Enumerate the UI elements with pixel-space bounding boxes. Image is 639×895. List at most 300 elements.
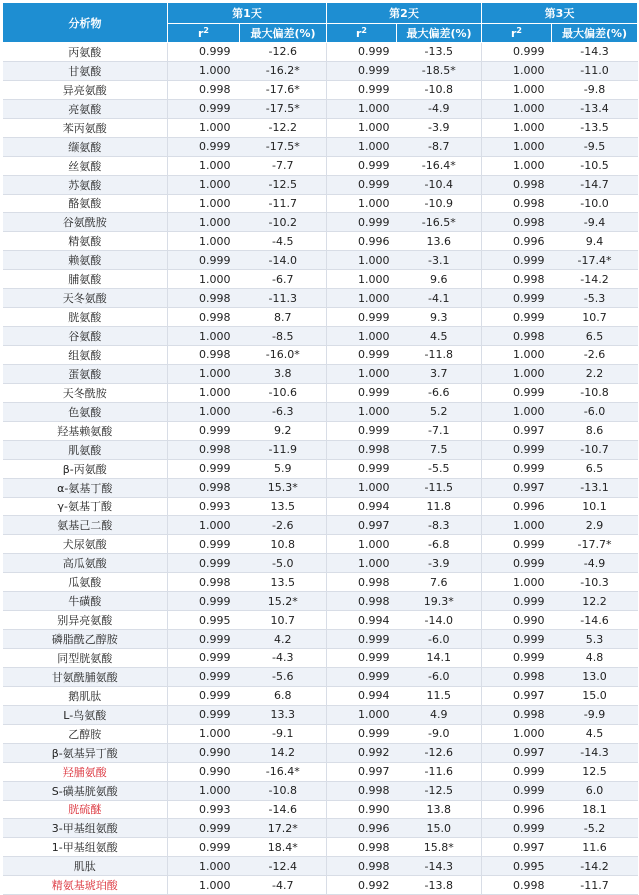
day-1-deviation-cell: -12.6 — [240, 43, 327, 62]
day-1-r2-cell: 0.998 — [168, 308, 240, 327]
day-2-deviation-cell: 11.5 — [397, 686, 482, 705]
r2-superscript: 2 — [361, 26, 367, 35]
day-2-deviation-cell: -18.5* — [397, 61, 482, 80]
day-1-deviation-cell: 4.2 — [240, 630, 327, 649]
day-1-deviation-cell: -4.7 — [240, 876, 327, 895]
day-3-r2-cell: 1.000 — [482, 516, 552, 535]
day-3-r2-cell: 0.996 — [482, 232, 552, 251]
day-2-r2-cell: 0.998 — [327, 838, 397, 857]
day-3-deviation-cell: -5.2 — [552, 819, 638, 838]
day-3-deviation-cell: -9.9 — [552, 705, 638, 724]
day-3-r2-cell: 0.999 — [482, 554, 552, 573]
analyte-cell: 甘氨酸 — [3, 61, 168, 80]
day-2-r2-cell: 0.996 — [327, 232, 397, 251]
day-3-r2-cell: 0.998 — [482, 327, 552, 346]
table-row — [3, 327, 638, 346]
analyte-cell: 丝氨酸 — [3, 156, 168, 175]
day-1-r2-cell: 0.999 — [168, 535, 240, 554]
day-3-deviation-cell: 8.6 — [552, 421, 638, 440]
day-3-r2-cell: 0.997 — [482, 686, 552, 705]
table-row — [3, 232, 638, 251]
day-2-r2-cell: 0.998 — [327, 440, 397, 459]
day-1-r2-cell: 1.000 — [168, 213, 240, 232]
day-3-deviation-cell: -10.0 — [552, 194, 638, 213]
day-3-deviation-cell: -9.8 — [552, 80, 638, 99]
day-2-deviation-cell: -10.4 — [397, 175, 482, 194]
analyte-cell: 谷氨酰胺 — [3, 213, 168, 232]
day-2-deviation-cell: -6.8 — [397, 535, 482, 554]
day-2-deviation-cell: -8.7 — [397, 137, 482, 156]
day-2-r2-cell: 0.999 — [327, 43, 397, 62]
day-2-r2-cell: 0.999 — [327, 213, 397, 232]
analyte-cell: 酪氨酸 — [3, 194, 168, 213]
analyte-cell: 1-甲基组氨酸 — [3, 838, 168, 857]
day-2-deviation-cell: -13.8 — [397, 876, 482, 895]
table-row — [3, 137, 638, 156]
day-1-r2-cell: 0.999 — [168, 99, 240, 118]
day-2-r2-cell: 1.000 — [327, 402, 397, 421]
day-1-deviation-cell: 13.5 — [240, 573, 327, 592]
day-3-r2-cell: 1.000 — [482, 137, 552, 156]
day-1-r2-cell: 0.998 — [168, 440, 240, 459]
day-3-r2-cell: 1.000 — [482, 573, 552, 592]
day-2-deviation-cell: -7.1 — [397, 421, 482, 440]
day-2-deviation-cell: -10.8 — [397, 80, 482, 99]
day-2-deviation-cell: 4.5 — [397, 327, 482, 346]
day-1-deviation-cell: -12.5 — [240, 175, 327, 194]
analyte-cell: 乙醇胺 — [3, 724, 168, 743]
day-2-deviation-cell: -8.3 — [397, 516, 482, 535]
day-3-r2-cell: 1.000 — [482, 346, 552, 365]
day-2-deviation-cell: -3.9 — [397, 554, 482, 573]
day-3-r2-cell: 0.998 — [482, 194, 552, 213]
table-row — [3, 781, 638, 800]
day-2-deviation-cell: 14.1 — [397, 649, 482, 668]
analyte-cell: 胱硫醚 — [3, 800, 168, 819]
day-1-r2-cell: 0.999 — [168, 459, 240, 478]
day-1-deviation-cell: -6.3 — [240, 402, 327, 421]
analyte-cell: 甘氨酰脯氨酸 — [3, 667, 168, 686]
day-3-r2-cell: 0.999 — [482, 781, 552, 800]
day-1-r2-cell: 0.999 — [168, 592, 240, 611]
day-1-r2-cell: 0.999 — [168, 251, 240, 270]
day-3-r2-cell: 0.995 — [482, 857, 552, 876]
day-1-r2-cell: 0.998 — [168, 289, 240, 308]
day-2-deviation-cell: -5.5 — [397, 459, 482, 478]
day-3-deviation-cell: -6.0 — [552, 402, 638, 421]
day-2-deviation-cell: -11.5 — [397, 478, 482, 497]
day-3-header: 第3天 — [482, 3, 638, 24]
day-3-deviation-cell: -11.0 — [552, 61, 638, 80]
day-1-r2-cell: 0.999 — [168, 819, 240, 838]
day-3-r2-cell: 0.999 — [482, 592, 552, 611]
table-row — [3, 61, 638, 80]
table-row — [3, 440, 638, 459]
day-3-deviation-cell: 4.8 — [552, 649, 638, 668]
day-2-deviation-cell: 15.0 — [397, 819, 482, 838]
day-1-deviation-cell: -6.7 — [240, 270, 327, 289]
day-3-r2-cell: 1.000 — [482, 724, 552, 743]
day-1-deviation-cell: -16.0* — [240, 346, 327, 365]
day-3-deviation-cell: 15.0 — [552, 686, 638, 705]
table-row — [3, 80, 638, 99]
day-1-deviation-cell: -7.7 — [240, 156, 327, 175]
table-row — [3, 497, 638, 516]
day-3-deviation-cell: 18.1 — [552, 800, 638, 819]
day-1-r2-cell: 0.995 — [168, 611, 240, 630]
day-3-r2-cell: 0.998 — [482, 876, 552, 895]
day-3-deviation-cell: 2.9 — [552, 516, 638, 535]
data-table — [2, 2, 638, 895]
r2-header — [327, 24, 397, 43]
day-1-r2-cell: 0.999 — [168, 649, 240, 668]
day-2-r2-cell: 0.999 — [327, 383, 397, 402]
day-1-deviation-cell: -2.6 — [240, 516, 327, 535]
day-3-deviation-cell: 10.1 — [552, 497, 638, 516]
day-1-deviation-cell: 3.8 — [240, 364, 327, 383]
day-1-deviation-cell: -4.5 — [240, 232, 327, 251]
day-2-r2-cell: 0.999 — [327, 156, 397, 175]
day-1-deviation-cell: 8.7 — [240, 308, 327, 327]
day-3-deviation-cell: -10.8 — [552, 383, 638, 402]
day-1-r2-cell: 1.000 — [168, 118, 240, 137]
day-3-deviation-cell: 6.5 — [552, 459, 638, 478]
day-3-deviation-cell: 11.6 — [552, 838, 638, 857]
day-1-deviation-cell: 9.2 — [240, 421, 327, 440]
analyte-cell: 色氨酸 — [3, 402, 168, 421]
r2-label: r — [510, 27, 517, 40]
day-2-deviation-cell: -14.3 — [397, 857, 482, 876]
day-1-r2-cell: 1.000 — [168, 156, 240, 175]
analyte-cell: α-氨基丁酸 — [3, 478, 168, 497]
day-2-r2-cell: 0.994 — [327, 686, 397, 705]
day-3-r2-cell: 0.999 — [482, 630, 552, 649]
analyte-cell: 组氨酸 — [3, 346, 168, 365]
day-2-r2-cell: 1.000 — [327, 364, 397, 383]
day-3-deviation-cell: -17.4* — [552, 251, 638, 270]
day-1-r2-cell: 0.999 — [168, 686, 240, 705]
day-1-r2-cell: 1.000 — [168, 270, 240, 289]
analyte-cell: 蛋氨酸 — [3, 364, 168, 383]
day-2-r2-cell: 0.999 — [327, 346, 397, 365]
day-3-deviation-cell: 6.0 — [552, 781, 638, 800]
day-2-deviation-cell: -6.0 — [397, 667, 482, 686]
day-2-deviation-cell: 11.8 — [397, 497, 482, 516]
table-row — [3, 213, 638, 232]
day-1-deviation-cell: 15.3* — [240, 478, 327, 497]
day-1-r2-cell: 0.999 — [168, 554, 240, 573]
day-3-deviation-cell: -11.7 — [552, 876, 638, 895]
day-3-deviation-cell: 4.5 — [552, 724, 638, 743]
table-row — [3, 156, 638, 175]
day-1-r2-cell: 0.999 — [168, 705, 240, 724]
analyte-cell: 羟基赖氨酸 — [3, 421, 168, 440]
table-row — [3, 289, 638, 308]
day-1-deviation-cell: 18.4* — [240, 838, 327, 857]
table-row — [3, 705, 638, 724]
day-3-deviation-cell: -14.7 — [552, 175, 638, 194]
analyte-cell: 3-甲基组氨酸 — [3, 819, 168, 838]
table-row — [3, 270, 638, 289]
day-1-r2-cell: 0.993 — [168, 497, 240, 516]
analyte-cell: 肌肽 — [3, 857, 168, 876]
analyte-cell: γ-氨基丁酸 — [3, 497, 168, 516]
day-1-r2-cell: 1.000 — [168, 194, 240, 213]
day-3-deviation-cell: 6.5 — [552, 327, 638, 346]
day-2-r2-cell: 0.998 — [327, 573, 397, 592]
day-2-deviation-cell: -10.9 — [397, 194, 482, 213]
day-1-deviation-cell: 10.7 — [240, 611, 327, 630]
day-2-r2-cell: 1.000 — [327, 478, 397, 497]
day-2-r2-cell: 0.999 — [327, 308, 397, 327]
day-3-deviation-cell: -14.3 — [552, 43, 638, 62]
day-1-r2-cell: 0.998 — [168, 573, 240, 592]
day-1-deviation-cell: -10.2 — [240, 213, 327, 232]
day-1-r2-cell: 1.000 — [168, 516, 240, 535]
day-1-deviation-cell: 13.5 — [240, 497, 327, 516]
day-3-r2-cell: 0.999 — [482, 289, 552, 308]
table-row — [3, 118, 638, 137]
day-3-r2-cell: 1.000 — [482, 156, 552, 175]
day-3-deviation-cell: -13.4 — [552, 99, 638, 118]
day-2-r2-cell: 0.994 — [327, 497, 397, 516]
table-row — [3, 478, 638, 497]
day-3-deviation-cell: -13.1 — [552, 478, 638, 497]
day-1-deviation-cell: -10.6 — [240, 383, 327, 402]
day-2-deviation-cell: 19.3* — [397, 592, 482, 611]
analyte-cell: 天冬氨酸 — [3, 289, 168, 308]
analyte-cell: 天冬酰胺 — [3, 383, 168, 402]
table-row — [3, 630, 638, 649]
day-1-r2-cell: 0.999 — [168, 838, 240, 857]
day-2-r2-cell: 0.997 — [327, 762, 397, 781]
day-2-r2-cell: 0.998 — [327, 592, 397, 611]
day-1-deviation-cell: -17.5* — [240, 137, 327, 156]
day-2-r2-cell: 1.000 — [327, 705, 397, 724]
day-1-r2-cell: 0.999 — [168, 421, 240, 440]
day-1-deviation-cell: -17.6* — [240, 80, 327, 99]
analyte-cell: S-磺基胱氨酸 — [3, 781, 168, 800]
day-1-deviation-cell: 15.2* — [240, 592, 327, 611]
table-row — [3, 800, 638, 819]
day-3-r2-cell: 0.999 — [482, 535, 552, 554]
analyte-cell: 苯丙氨酸 — [3, 118, 168, 137]
day-3-r2-cell: 0.999 — [482, 43, 552, 62]
day-3-deviation-cell: -2.6 — [552, 346, 638, 365]
table-row — [3, 762, 638, 781]
day-3-r2-cell: 0.999 — [482, 649, 552, 668]
day-1-r2-cell: 0.998 — [168, 478, 240, 497]
day-1-r2-cell: 1.000 — [168, 383, 240, 402]
day-1-deviation-cell: -12.2 — [240, 118, 327, 137]
day-3-r2-cell: 0.997 — [482, 478, 552, 497]
day-2-deviation-cell: 9.3 — [397, 308, 482, 327]
day-3-r2-cell: 1.000 — [482, 80, 552, 99]
day-1-deviation-cell: -5.6 — [240, 667, 327, 686]
day-1-deviation-cell: -16.4* — [240, 762, 327, 781]
table-row — [3, 743, 638, 762]
analyte-cell: 精氨基琥珀酸 — [3, 876, 168, 895]
day-3-r2-cell: 1.000 — [482, 364, 552, 383]
table-row — [3, 535, 638, 554]
day-1-deviation-cell: -8.5 — [240, 327, 327, 346]
day-1-r2-cell: 1.000 — [168, 724, 240, 743]
day-2-r2-cell: 0.992 — [327, 743, 397, 762]
r2-superscript: 2 — [516, 26, 522, 35]
day-2-r2-cell: 0.990 — [327, 800, 397, 819]
day-2-deviation-cell: -12.5 — [397, 781, 482, 800]
day-1-r2-cell: 1.000 — [168, 61, 240, 80]
day-1-header: 第1天 — [168, 3, 327, 24]
day-3-deviation-cell: -9.4 — [552, 213, 638, 232]
day-2-deviation-cell: -14.0 — [397, 611, 482, 630]
day-3-r2-cell: 0.996 — [482, 497, 552, 516]
day-3-r2-cell: 0.998 — [482, 705, 552, 724]
day-3-r2-cell: 0.990 — [482, 611, 552, 630]
r2-superscript: 2 — [203, 26, 209, 35]
analyte-cell: β-丙氨酸 — [3, 459, 168, 478]
day-1-r2-cell: 0.999 — [168, 43, 240, 62]
day-2-r2-cell: 1.000 — [327, 99, 397, 118]
day-2-r2-cell: 0.998 — [327, 781, 397, 800]
day-2-deviation-cell: -4.9 — [397, 99, 482, 118]
table-row — [3, 686, 638, 705]
day-2-header: 第2天 — [327, 3, 482, 24]
day-3-r2-cell: 0.997 — [482, 838, 552, 857]
table-row — [3, 383, 638, 402]
r2-header — [168, 24, 240, 43]
day-2-r2-cell: 0.992 — [327, 876, 397, 895]
analyte-cell: 丙氨酸 — [3, 43, 168, 62]
day-1-r2-cell: 1.000 — [168, 232, 240, 251]
table-row — [3, 724, 638, 743]
analyte-cell: 脯氨酸 — [3, 270, 168, 289]
day-2-r2-cell: 1.000 — [327, 554, 397, 573]
table-row — [3, 308, 638, 327]
r2-label: r — [197, 27, 204, 40]
analyte-cell: 牛磺酸 — [3, 592, 168, 611]
table-row — [3, 364, 638, 383]
day-3-r2-cell: 0.998 — [482, 667, 552, 686]
table-row — [3, 516, 638, 535]
table-row — [3, 421, 638, 440]
day-2-r2-cell: 0.999 — [327, 630, 397, 649]
day-2-deviation-cell: 4.9 — [397, 705, 482, 724]
analyte-cell: 氨基己二酸 — [3, 516, 168, 535]
table-row — [3, 175, 638, 194]
day-3-deviation-cell: -17.7* — [552, 535, 638, 554]
table-row — [3, 43, 638, 62]
table-row — [3, 667, 638, 686]
day-1-deviation-cell: -14.0 — [240, 251, 327, 270]
day-2-deviation-cell: 9.6 — [397, 270, 482, 289]
day-2-r2-cell: 0.999 — [327, 175, 397, 194]
day-3-r2-cell: 1.000 — [482, 99, 552, 118]
table-row — [3, 346, 638, 365]
day-2-deviation-cell: -11.6 — [397, 762, 482, 781]
r2-header — [482, 24, 552, 43]
day-3-r2-cell: 0.999 — [482, 440, 552, 459]
day-1-r2-cell: 0.990 — [168, 762, 240, 781]
day-2-deviation-cell: 5.2 — [397, 402, 482, 421]
day-2-deviation-cell: 15.8* — [397, 838, 482, 857]
day-2-deviation-cell: -6.0 — [397, 630, 482, 649]
day-2-deviation-cell: -9.0 — [397, 724, 482, 743]
day-2-r2-cell: 0.998 — [327, 857, 397, 876]
day-1-r2-cell: 1.000 — [168, 175, 240, 194]
day-2-deviation-cell: -11.8 — [397, 346, 482, 365]
day-1-r2-cell: 0.999 — [168, 137, 240, 156]
day-2-r2-cell: 1.000 — [327, 118, 397, 137]
day-2-r2-cell: 1.000 — [327, 137, 397, 156]
day-2-r2-cell: 0.999 — [327, 421, 397, 440]
day-1-deviation-cell: -11.9 — [240, 440, 327, 459]
analyte-cell: 异亮氨酸 — [3, 80, 168, 99]
day-1-r2-cell: 0.998 — [168, 346, 240, 365]
analyte-cell: 亮氨酸 — [3, 99, 168, 118]
day-3-deviation-cell: 10.7 — [552, 308, 638, 327]
day-3-deviation-cell: -14.2 — [552, 270, 638, 289]
day-2-r2-cell: 0.999 — [327, 724, 397, 743]
table-row — [3, 573, 638, 592]
analyte-cell: 赖氨酸 — [3, 251, 168, 270]
day-3-r2-cell: 0.999 — [482, 762, 552, 781]
day-1-deviation-cell: 5.9 — [240, 459, 327, 478]
day-3-deviation-cell: 2.2 — [552, 364, 638, 383]
day-3-deviation-cell: -14.6 — [552, 611, 638, 630]
analyte-column-header: 分析物 — [3, 3, 168, 43]
day-2-deviation-cell: -3.9 — [397, 118, 482, 137]
day-2-deviation-cell: 13.8 — [397, 800, 482, 819]
table-row — [3, 649, 638, 668]
day-2-r2-cell: 0.994 — [327, 611, 397, 630]
day-1-r2-cell: 0.999 — [168, 667, 240, 686]
day-3-r2-cell: 0.999 — [482, 383, 552, 402]
day-1-deviation-cell: 10.8 — [240, 535, 327, 554]
day-3-r2-cell: 0.999 — [482, 251, 552, 270]
day-3-deviation-cell: -5.3 — [552, 289, 638, 308]
max-deviation-header: 最大偏差(%) — [397, 24, 482, 43]
day-2-deviation-cell: 13.6 — [397, 232, 482, 251]
day-1-deviation-cell: -5.0 — [240, 554, 327, 573]
day-3-r2-cell: 0.997 — [482, 743, 552, 762]
table-row — [3, 251, 638, 270]
day-3-r2-cell: 1.000 — [482, 118, 552, 137]
day-2-deviation-cell: -16.4* — [397, 156, 482, 175]
day-2-r2-cell: 0.999 — [327, 459, 397, 478]
day-1-r2-cell: 0.998 — [168, 80, 240, 99]
analyte-cell: 缬氨酸 — [3, 137, 168, 156]
table-header — [3, 3, 638, 43]
day-1-deviation-cell: -11.7 — [240, 194, 327, 213]
day-2-r2-cell: 1.000 — [327, 327, 397, 346]
table-row — [3, 592, 638, 611]
table-row — [3, 402, 638, 421]
table-body — [3, 43, 638, 895]
day-3-deviation-cell: -14.3 — [552, 743, 638, 762]
day-2-r2-cell: 1.000 — [327, 194, 397, 213]
day-1-r2-cell: 1.000 — [168, 327, 240, 346]
day-1-r2-cell: 1.000 — [168, 402, 240, 421]
day-1-deviation-cell: 17.2* — [240, 819, 327, 838]
day-1-deviation-cell: -9.1 — [240, 724, 327, 743]
day-2-r2-cell: 0.999 — [327, 61, 397, 80]
day-1-r2-cell: 1.000 — [168, 364, 240, 383]
analyte-cell: 羟脯氨酸 — [3, 762, 168, 781]
day-2-deviation-cell: -4.1 — [397, 289, 482, 308]
day-3-deviation-cell: -4.9 — [552, 554, 638, 573]
day-1-r2-cell: 1.000 — [168, 781, 240, 800]
